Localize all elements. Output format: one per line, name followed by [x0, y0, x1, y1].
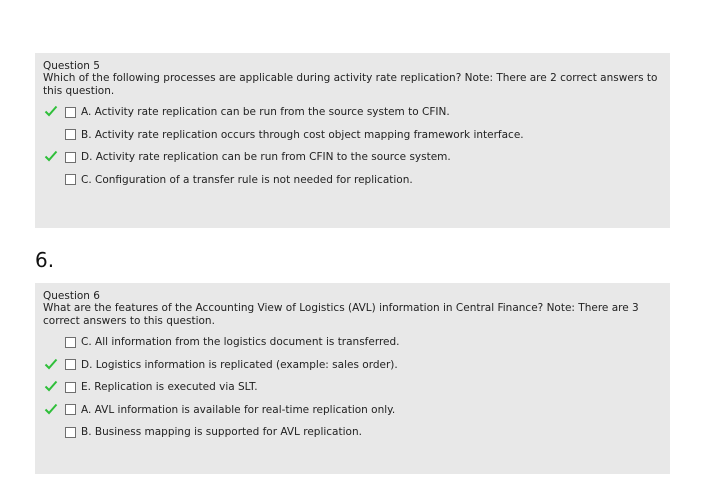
answer-option[interactable] [43, 101, 662, 124]
check-icon [44, 402, 58, 416]
answer-label: E. Replication is executed via SLT. [81, 381, 258, 394]
answer-checkbox[interactable] [65, 404, 76, 415]
question-5-panel [35, 53, 670, 228]
answer-checkbox[interactable] [65, 129, 76, 140]
answer-checkbox[interactable] [65, 107, 76, 118]
check-icon [44, 104, 58, 118]
answer-label: A. AVL information is available for real-time replication only. [81, 403, 396, 416]
question-title: Question 6 [43, 290, 100, 302]
question-title: Question 5 [43, 60, 100, 72]
answer-label: D. Logistics information is replicated (example: sales order). [81, 358, 398, 371]
answer-list [43, 331, 662, 444]
answer-checkbox[interactable] [65, 152, 76, 163]
answer-list [43, 101, 662, 191]
answer-label: B. Activity rate replication occurs through cost object mapping framework interface. [81, 128, 524, 141]
answer-label: A. Activity rate replication can be run from the source system to CFIN. [81, 106, 450, 119]
answer-checkbox[interactable] [65, 427, 76, 438]
check-icon [44, 149, 58, 163]
check-icon [44, 379, 58, 393]
question-6-panel [35, 283, 670, 474]
answer-checkbox[interactable] [65, 382, 76, 393]
answer-label: B. Business mapping is supported for AVL replication. [81, 426, 362, 439]
answer-option[interactable] [43, 169, 662, 192]
section-number: 6. [35, 248, 55, 272]
answer-option[interactable] [43, 376, 662, 399]
answer-checkbox[interactable] [65, 337, 76, 348]
answer-checkbox[interactable] [65, 359, 76, 370]
answer-label: C. All information from the logistics document is transferred. [81, 336, 400, 349]
answer-option[interactable] [43, 421, 662, 444]
answer-option[interactable] [43, 331, 662, 354]
answer-option[interactable] [43, 146, 662, 169]
check-icon [44, 357, 58, 371]
answer-option[interactable] [43, 124, 662, 147]
answer-label: C. Configuration of a transfer rule is not needed for replication. [81, 173, 413, 186]
question-text: What are the features of the Accounting View of Logistics (AVL) information in Central Finance? Note: There are 3 correct answers to this question. [43, 302, 639, 327]
answer-option[interactable] [43, 399, 662, 422]
answer-checkbox[interactable] [65, 174, 76, 185]
question-text: Which of the following processes are applicable during activity rate replication? Note: There are 2 correct answers to this question. [43, 72, 658, 97]
answer-label: D. Activity rate replication can be run from CFIN to the source system. [81, 151, 451, 164]
answer-option[interactable] [43, 354, 662, 377]
